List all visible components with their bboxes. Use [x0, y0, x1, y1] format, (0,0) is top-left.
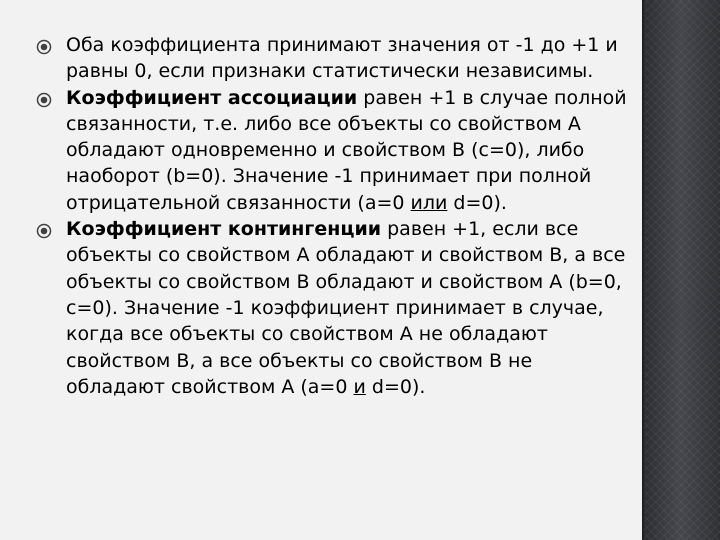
bullet-text-part: равен +1 в случае полной связанности, т.е. либо все объекты со свойством А обладают одновременно и свойством В (с=0), либо наоборот (b=0). Значение -1 принимает при полной отрицательной связанности (а=0 — [66, 86, 627, 214]
underlined-word: и — [353, 375, 366, 398]
underlined-word: или — [410, 191, 448, 214]
circled-dot-icon — [36, 85, 66, 108]
bullet-text-part: равен +1, если все объекты со свойством А обладают и свойством В, а все объекты со свойством В обладают и свойством А (b=0, c=0). Значение -1 коэффициент принимает в случае, когда все объекты со свойством А не обладают свойством В, а все объекты со свойством В не обладают свойством А (a=0 — [66, 218, 626, 398]
bullet-text — [66, 85, 636, 216]
circled-dot-icon — [36, 216, 66, 239]
bullet-item-2 — [36, 85, 636, 216]
circled-dot-icon — [36, 32, 66, 55]
term-contingency: Коэффициент контингенции — [66, 218, 382, 241]
term-association: Коэффициент ассоциации — [66, 86, 358, 109]
bullet-item-1 — [36, 32, 636, 85]
bullet-list — [36, 32, 636, 400]
bullet-item-3 — [36, 216, 636, 400]
bullet-text — [66, 216, 636, 400]
bullet-text: Оба коэффициента принимают значения от -1 до +1 и равны 0, если признаки статистически независимы. — [66, 34, 618, 83]
decorative-side-panel — [642, 0, 720, 540]
bullet-text-part: d=0). — [447, 191, 507, 214]
bullet-text-part: d=0). — [365, 375, 426, 398]
